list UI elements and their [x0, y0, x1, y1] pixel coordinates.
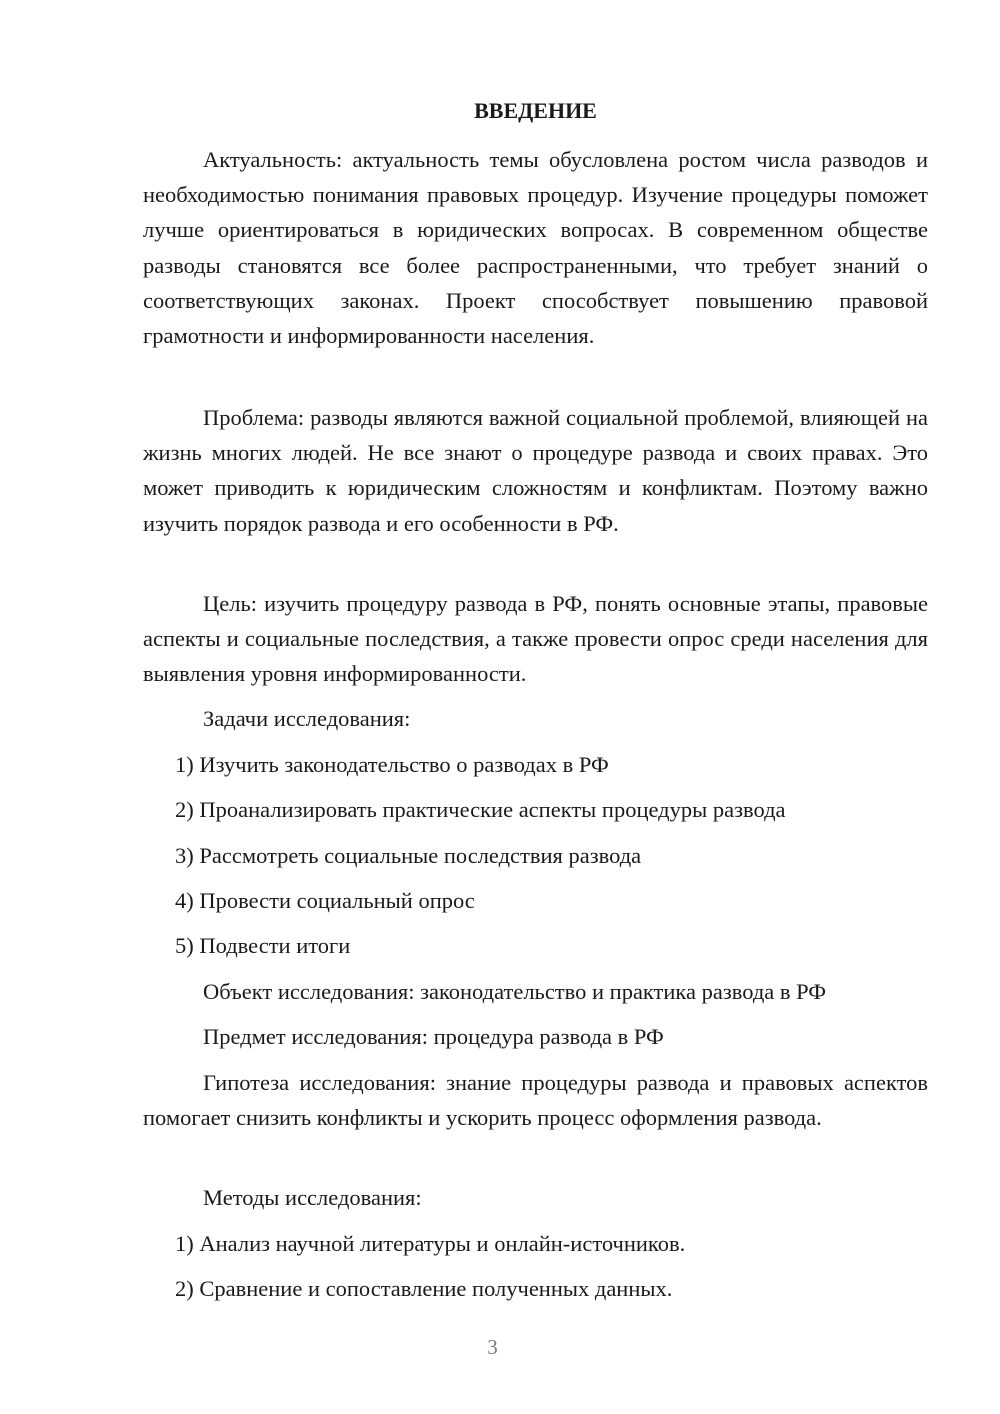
- page-number: 3: [487, 1335, 498, 1359]
- relevance-paragraph: Актуальность: актуальность темы обусловлена ростом числа разводов и необходимостью понимания правовых процедур. Изучение процедуры поможет лучше ориентироваться в юридических вопросах. В современном обществе разводы становятся все более распространенными, что требует знаний о соответствующих законах. Проект способствует повышению правовой грамотности и информированности населения.: [143, 147, 928, 349]
- task-item-3: 3) Рассмотреть социальные последствия развода: [175, 843, 642, 868]
- task-item-5: 5) Подвести итоги: [175, 933, 351, 958]
- method-item-1: 1) Анализ научной литературы и онлайн-источников.: [175, 1231, 686, 1256]
- research-subject: Предмет исследования: процедура развода в РФ: [203, 1024, 664, 1049]
- hypothesis-paragraph: Гипотеза исследования: знание процедуры развода и правовых аспектов помогает снизить конфликты и ускорить процесс оформления развода.: [143, 1070, 928, 1131]
- research-object: Объект исследования: законодательство и практика развода в РФ: [203, 979, 827, 1004]
- task-item-4: 4) Провести социальный опрос: [175, 888, 475, 913]
- method-item-2: 2) Сравнение и сопоставление полученных данных.: [175, 1276, 673, 1301]
- tasks-heading: Задачи исследования:: [203, 706, 411, 731]
- methods-heading: Методы исследования:: [203, 1185, 422, 1210]
- task-item-1: 1) Изучить законодательство о разводах в РФ: [175, 752, 609, 777]
- goal-paragraph: Цель: изучить процедуру развода в РФ, понять основные этапы, правовые аспекты и социальные последствия, а также провести опрос среди населения для выявления уровня информированности.: [143, 591, 928, 687]
- problem-paragraph: Проблема: разводы являются важной социальной проблемой, влияющей на жизнь многих людей. Не все знают о процедуре развода и своих правах. Это может приводить к юридическим сложностям и конфликтам. Поэтому важно изучить порядок развода и его особенности в РФ.: [143, 405, 928, 536]
- task-item-2: 2) Проанализировать практические аспекты процедуры развода: [175, 797, 786, 822]
- section-heading: ВВЕДЕНИЕ: [474, 98, 597, 123]
